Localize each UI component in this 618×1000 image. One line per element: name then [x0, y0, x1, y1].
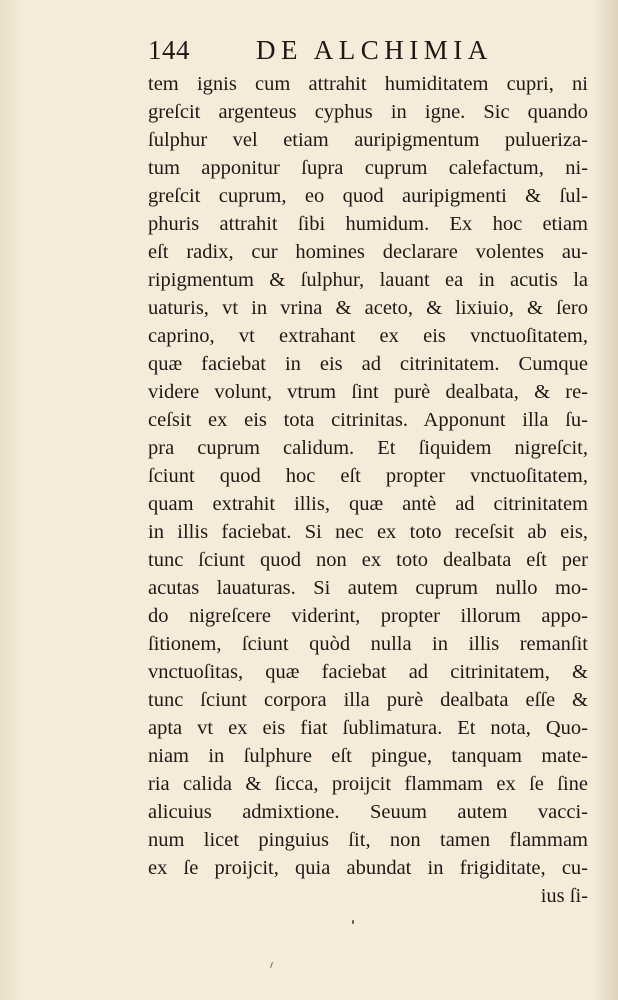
text-line: ex ſe proijcit, quia abundat in frigiditate, cu- — [148, 857, 588, 879]
body-text — [148, 70, 588, 910]
text-line: num licet pinguius ſit, non tamen flammam — [148, 829, 588, 851]
text-line: greſcit argenteus cyphus in igne. Sic quando — [148, 101, 588, 123]
text-line: ſitionem, ſciunt quòd nulla in illis remanſit — [148, 633, 588, 655]
text-line: apta vt ex eis fiat ſublimatura. Et nota, Quo- — [148, 717, 588, 739]
text-line: ſulphur vel etiam auripigmentum pulueriza- — [148, 129, 588, 151]
text-line: tem ignis cum attrahit humiditatem cupri, ni — [148, 73, 588, 95]
ink-speck — [270, 962, 273, 968]
text-line: videre volunt, vtrum ſint purè dealbata, & re- — [148, 381, 588, 403]
text-line: quæ faciebat in eis ad citrinitatem. Cumque — [148, 353, 588, 375]
text-line: eſt radix, cur homines declarare volentes au- — [148, 241, 588, 263]
text-line: uaturis, vt in vrina & aceto, & lixiuio, & ſero — [148, 297, 588, 319]
text-line: ceſsit ex eis tota citrinitas. Apponunt illa ſu- — [148, 409, 588, 431]
text-line: tunc ſciunt corpora illa purè dealbata eſſe & — [148, 689, 588, 711]
running-head — [148, 33, 588, 67]
page-number: 144 — [148, 35, 190, 65]
text-line: phuris attrahit ſibi humidum. Ex hoc etiam — [148, 213, 588, 235]
catchword: ius ſi- — [540, 885, 588, 907]
text-line: quam extrahit illis, quæ antè ad citrinitatem — [148, 493, 588, 515]
text-line: tum apponitur ſupra cuprum calefactum, ni- — [148, 157, 588, 179]
text-line: pra cuprum calidum. Et ſiquidem nigreſcit, — [148, 437, 588, 459]
text-line: greſcit cuprum, eo quod auripigmenti & ſul- — [148, 185, 588, 207]
text-line: in illis faciebat. Si nec ex toto receſsit ab eis, — [148, 521, 588, 543]
text-line: ripigmentum & ſulphur, lauant ea in acutis la — [148, 269, 588, 291]
page-gutter-shadow — [0, 0, 22, 1000]
text-line: ria calida & ſicca, proijcit flammam ex ſe ſine — [148, 773, 588, 795]
text-line: ſciunt quod hoc eſt propter vnctuoſitatem, — [148, 465, 588, 487]
running-title: DE ALCHIMIA — [256, 35, 493, 65]
text-line: acutas lauaturas. Si autem cuprum nullo mo- — [148, 577, 588, 599]
text-line: tunc ſciunt quod non ex toto dealbata eſt per — [148, 549, 588, 571]
text-line: niam in ſulphure eſt pingue, tanquam mate- — [148, 745, 588, 767]
text-line: vnctuoſitas, quæ faciebat ad citrinitatem, & — [148, 661, 588, 683]
ink-speck — [352, 920, 354, 924]
text-line: caprino, vt extrahant ex eis vnctuoſitatem, — [148, 325, 588, 347]
page-edge-shadow — [592, 0, 618, 1000]
text-line: do nigreſcere viderint, propter illorum appo- — [148, 605, 588, 627]
text-line: alicuius admixtione. Seuum autem vacci- — [148, 801, 588, 823]
